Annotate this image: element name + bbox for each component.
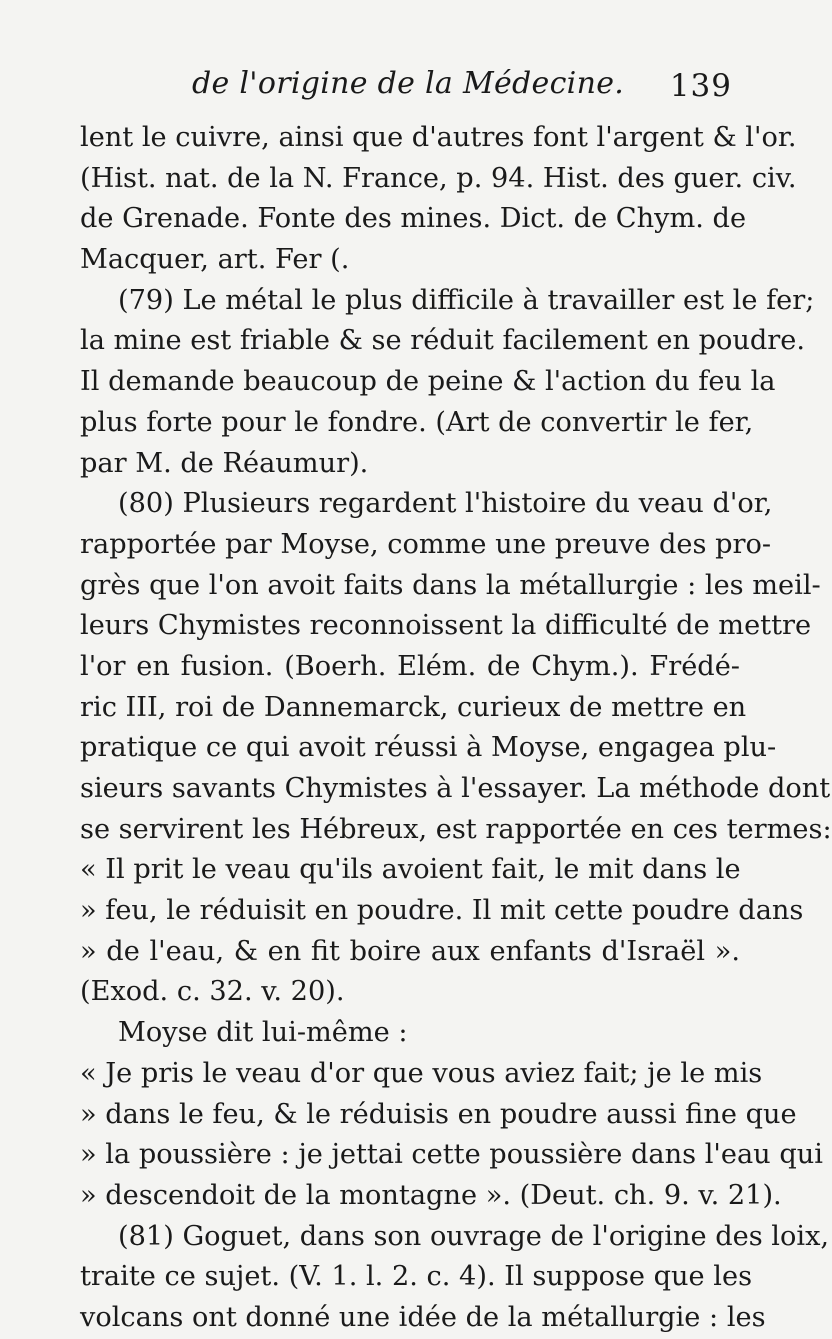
text-line: grès que l'on avoit faits dans la métallurgie : les meil- xyxy=(80,569,821,601)
text-line: sieurs savants Chymistes à l'essayer. La méthode dont xyxy=(80,773,831,804)
text-line: traite ce sujet. (V. 1. l. 2. c. 4). Il suppose que les xyxy=(80,1261,753,1293)
text-line: (Exod. c. 32. v. 20). xyxy=(80,976,345,1008)
text-line: » descendoit de la montagne ». (Deut. ch. 9. v. 21). xyxy=(80,1179,782,1211)
text-line: (81) Goguet, dans son ouvrage de l'origine des loix, xyxy=(118,1220,830,1252)
text-line: ric III, roi de Dannemarck, curieux de mettre en xyxy=(80,691,747,723)
text-line: rapportée par Moyse, comme une preuve des pro- xyxy=(80,528,772,560)
text-line: l'or en fusion. (Boerh. Elém. de Chym.). Frédé- xyxy=(80,650,740,682)
text-line: par M. de Réaumur). xyxy=(80,447,369,479)
text-line: Macquer, art. Fer (. xyxy=(80,244,350,276)
text-line: » dans le feu, & le réduisis en poudre aussi fine que xyxy=(80,1098,797,1130)
text-line: se servirent les Hébreux, est rapportée en ces termes: xyxy=(80,813,832,845)
text-line: (79) Le métal le plus difficile à travailler est le fer; xyxy=(118,284,815,316)
text-line: Il demande beaucoup de peine & l'action du feu la xyxy=(80,366,776,398)
text-line: Moyse dit lui-même : xyxy=(118,1017,408,1049)
text-line: « Je pris le veau d'or que vous aviez fait; je le mis xyxy=(80,1057,763,1089)
text-line: (80) Plusieurs regardent l'histoire du veau d'or, xyxy=(118,488,773,520)
text-line: leurs Chymistes reconnoissent la difficulté de mettre xyxy=(80,610,812,642)
body-text xyxy=(80,118,832,1339)
text-line: de Grenade. Fonte des mines. Dict. de Chym. de xyxy=(80,203,747,235)
page-number: 139 xyxy=(669,68,732,104)
text-line: » feu, le réduisit en poudre. Il mit cette poudre dans xyxy=(80,895,804,927)
text-line: « Il prit le veau qu'ils avoient fait, le mit dans le xyxy=(80,854,741,886)
text-line: plus forte pour le fondre. (Art de convertir le fer, xyxy=(80,406,754,438)
text-line: » la poussière : je jettai cette poussière dans l'eau qui xyxy=(80,1139,823,1171)
text-line: volcans ont donné une idée de la métallurgie : les xyxy=(80,1301,766,1333)
text-line: pratique ce qui avoit réussi à Moyse, engagea plu- xyxy=(80,732,777,764)
running-title: de l'origine de la Médecine. xyxy=(192,66,625,101)
page-header xyxy=(192,66,732,110)
text-line: lent le cuivre, ainsi que d'autres font l'argent & l'or. xyxy=(80,122,797,153)
text-line: la mine est friable & se réduit facilement en poudre. xyxy=(80,325,806,357)
text-line: » de l'eau, & en fit boire aux enfants d'Israël ». xyxy=(80,935,740,967)
text-line: (Hist. nat. de la N. France, p. 94. Hist. des guer. civ. xyxy=(80,162,797,194)
